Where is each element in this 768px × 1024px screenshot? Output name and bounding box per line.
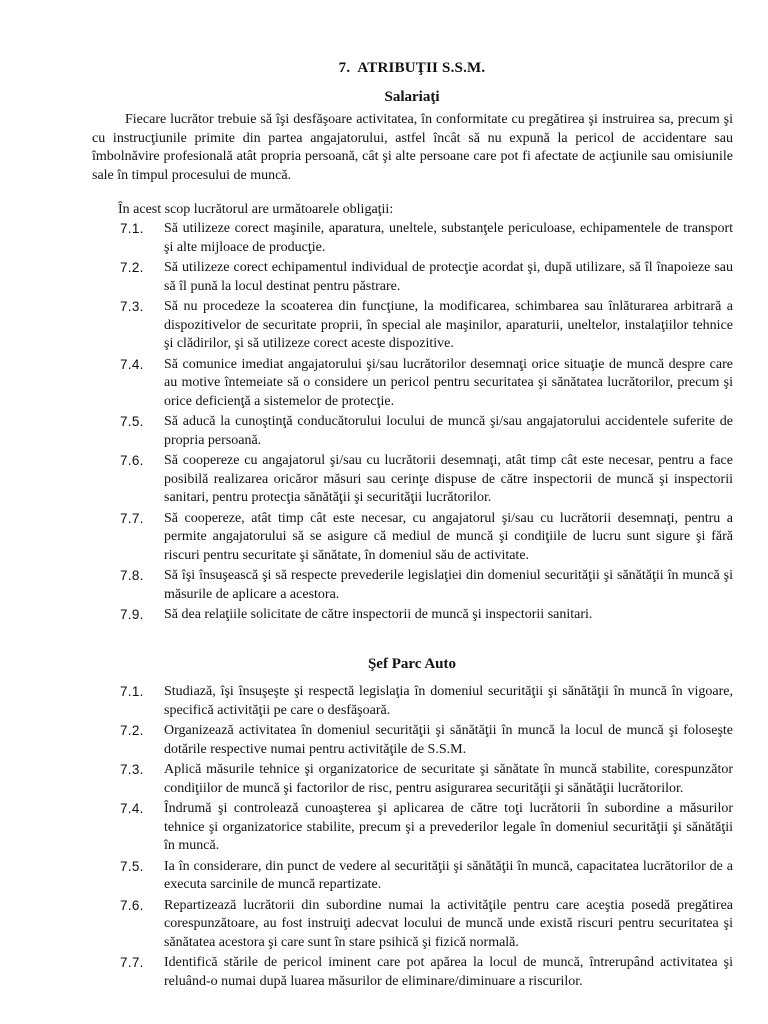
list-item [0, 413, 768, 450]
item-text: Să utilizeze corect maşinile, aparatura, uneltele, substanţele periculoase, echipamentele de transport şi alte mijloace de producţie. [164, 221, 733, 255]
item-number: 7.5. [120, 414, 144, 429]
obligations-lead-line: În acest scop lucrătorul are următoarele obligaţii: [118, 202, 394, 217]
item-number: 7.2. [120, 723, 144, 738]
list-item [0, 606, 768, 625]
item-number: 7.6. [120, 453, 144, 468]
item-number: 7.7. [120, 510, 144, 526]
list-item [0, 800, 768, 856]
item-text: Ia în considerare, din punct de vedere al securităţii şi sănătăţii în muncă, capacitatea lucrătorilor de a executa sarcinile de muncă repartizate. [164, 858, 733, 892]
list-item [0, 954, 768, 991]
item-text: Organizează activitatea în domeniul securităţii şi sănătăţii în muncă la locul de muncă şi foloseşte dotările respective numai pentru activităţile de S.S.M. [164, 723, 733, 757]
list-item [0, 722, 768, 759]
list-item [0, 510, 768, 566]
item-text: Îndrumă şi controlează cunoaşterea şi aplicarea de către toţi lucrătorii în subordine a măsurilor tehnice şi organizatorice stabilite, precum şi a prevederilor legale în domeniul securităţii şi sănătăţii în muncă. [164, 801, 733, 853]
item-number: 7.5. [120, 858, 144, 874]
list-item [0, 452, 768, 508]
item-number: 7.1. [120, 684, 144, 699]
item-number: 7.6. [120, 897, 144, 913]
item-text: Să aducă la cunoştinţă conducătorului locului de muncă şi/sau angajatorului accidentele suferite de propria persoană. [164, 414, 733, 448]
item-number: 7.7. [120, 955, 144, 970]
sef-parc-auto-duties-list [0, 683, 768, 993]
section-title-sef-parc-auto: Şef Parc Auto [367, 656, 457, 672]
chapter-title: 7. ATRIBUŢII S.S.M. [338, 60, 486, 76]
item-text: Să nu procedeze la scoaterea din funcţiune, la modificarea, schimbarea sau înlăturarea arbitrară a dispozitivelor de securitate proprii, în special ale maşinilor, aparaturii, uneltelor, instalaţiilor tehnice şi clădirilor, şi să utilizeze corect aceste dispozitive. [164, 299, 733, 351]
salariati-obligations-list [0, 220, 768, 627]
item-text: Identifică stările de pericol iminent care pot apărea la locul de muncă, întrerupând activitatea şi reluând-o numai după luarea măsurilor de eliminare/diminuare a riscurilor. [164, 955, 733, 989]
item-text: Să coopereze, atât timp cât este necesar, cu angajatorul şi/sau cu lucrătorii desemnaţi, pentru a permite angajatorului să se asigure că mediul de muncă şi condiţiile de lucru sunt sigure şi fără riscuri pentru securitate şi sănătate, în domeniul său de activitate. [164, 510, 733, 563]
item-number: 7.3. [120, 762, 144, 777]
item-number: 7.4. [120, 356, 144, 372]
item-text: Să utilizeze corect echipamentul individual de protecţie acordat şi, după utilizare, să îl înapoieze sau să îl pună la locul destinat pentru păstrare. [164, 260, 733, 294]
item-text: Aplică măsurile tehnice şi organizatorice de securitate şi sănătate în muncă stabilite, corespunzător condiţiilor de muncă şi factorilor de risc, pentru asigurarea securităţii şi sănătăţii lucrătorilor. [164, 762, 733, 796]
list-item [0, 761, 768, 798]
list-item [0, 683, 768, 720]
list-item [0, 858, 768, 895]
item-number: 7.8. [120, 568, 144, 583]
item-text: Repartizează lucrătorii din subordine numai la activităţile pentru care aceştia posedă pregătirea corespunzătoare, au fost instruiţi adecvat locului de muncă unde există riscuri pentru securitatea şi sănătatea acestora şi care sunt în stare psihică şi fizică normală. [164, 897, 733, 950]
item-number: 7.9. [120, 607, 144, 622]
item-number: 7.4. [120, 801, 144, 816]
section-title-salariati: Salariaţi [384, 89, 440, 105]
item-text: Să dea relaţiile solicitate de către inspectorii de muncă şi inspectorii sanitari. [164, 607, 593, 622]
item-number: 7.1. [120, 221, 144, 236]
item-number: 7.3. [120, 299, 144, 314]
list-item [0, 298, 768, 354]
list-item [0, 220, 768, 257]
item-number: 7.2. [120, 260, 144, 275]
list-item [0, 259, 768, 296]
item-text: Să coopereze cu angajatorul şi/sau cu lucrătorii desemnaţi, atât timp cât este necesar, pentru a face posibilă realizarea oricăror măsuri sau cerinţe dispuse de către inspectorii de muncă şi inspectorii sanitari, pentru protecţia sănătăţii şi securităţii lucrătorilor. [164, 453, 733, 505]
list-item [0, 897, 768, 953]
list-item [0, 356, 768, 412]
item-text: Să comunice imediat angajatorului şi/sau lucrătorilor desemnaţi orice situaţie de muncă despre care au motive întemeiate să o considere un pericol pentru securitatea şi sănătatea lucrătorilor, precum şi orice deficienţă a sistemelor de protecţie. [164, 356, 733, 409]
item-text: Studiază, îşi însuşeşte şi respectă legislaţia în domeniul securităţii şi sănătăţii în muncă în vigoare, specifică activităţii pe care o desfăşoară. [164, 684, 733, 718]
item-text: Să îşi însuşească şi să respecte prevederile legislaţiei din domeniul securităţii şi sănătăţii în muncă şi măsurile de aplicare a acestora. [164, 568, 733, 602]
intro-paragraph: Fiecare lucrător trebuie să îşi desfăşoare activitatea, în conformitate cu pregătirea şi instruirea sa, precum şi cu instrucţiunile primite din partea angajatorului, astfel încât să nu expună la pericol de accidentare sau îmbolnăvire profesională atât propria persoană, cât şi alte persoane care pot fi afectate de acţiunile sau omisiunile sale în timpul procesului de muncă. [92, 112, 733, 183]
list-item [0, 567, 768, 604]
